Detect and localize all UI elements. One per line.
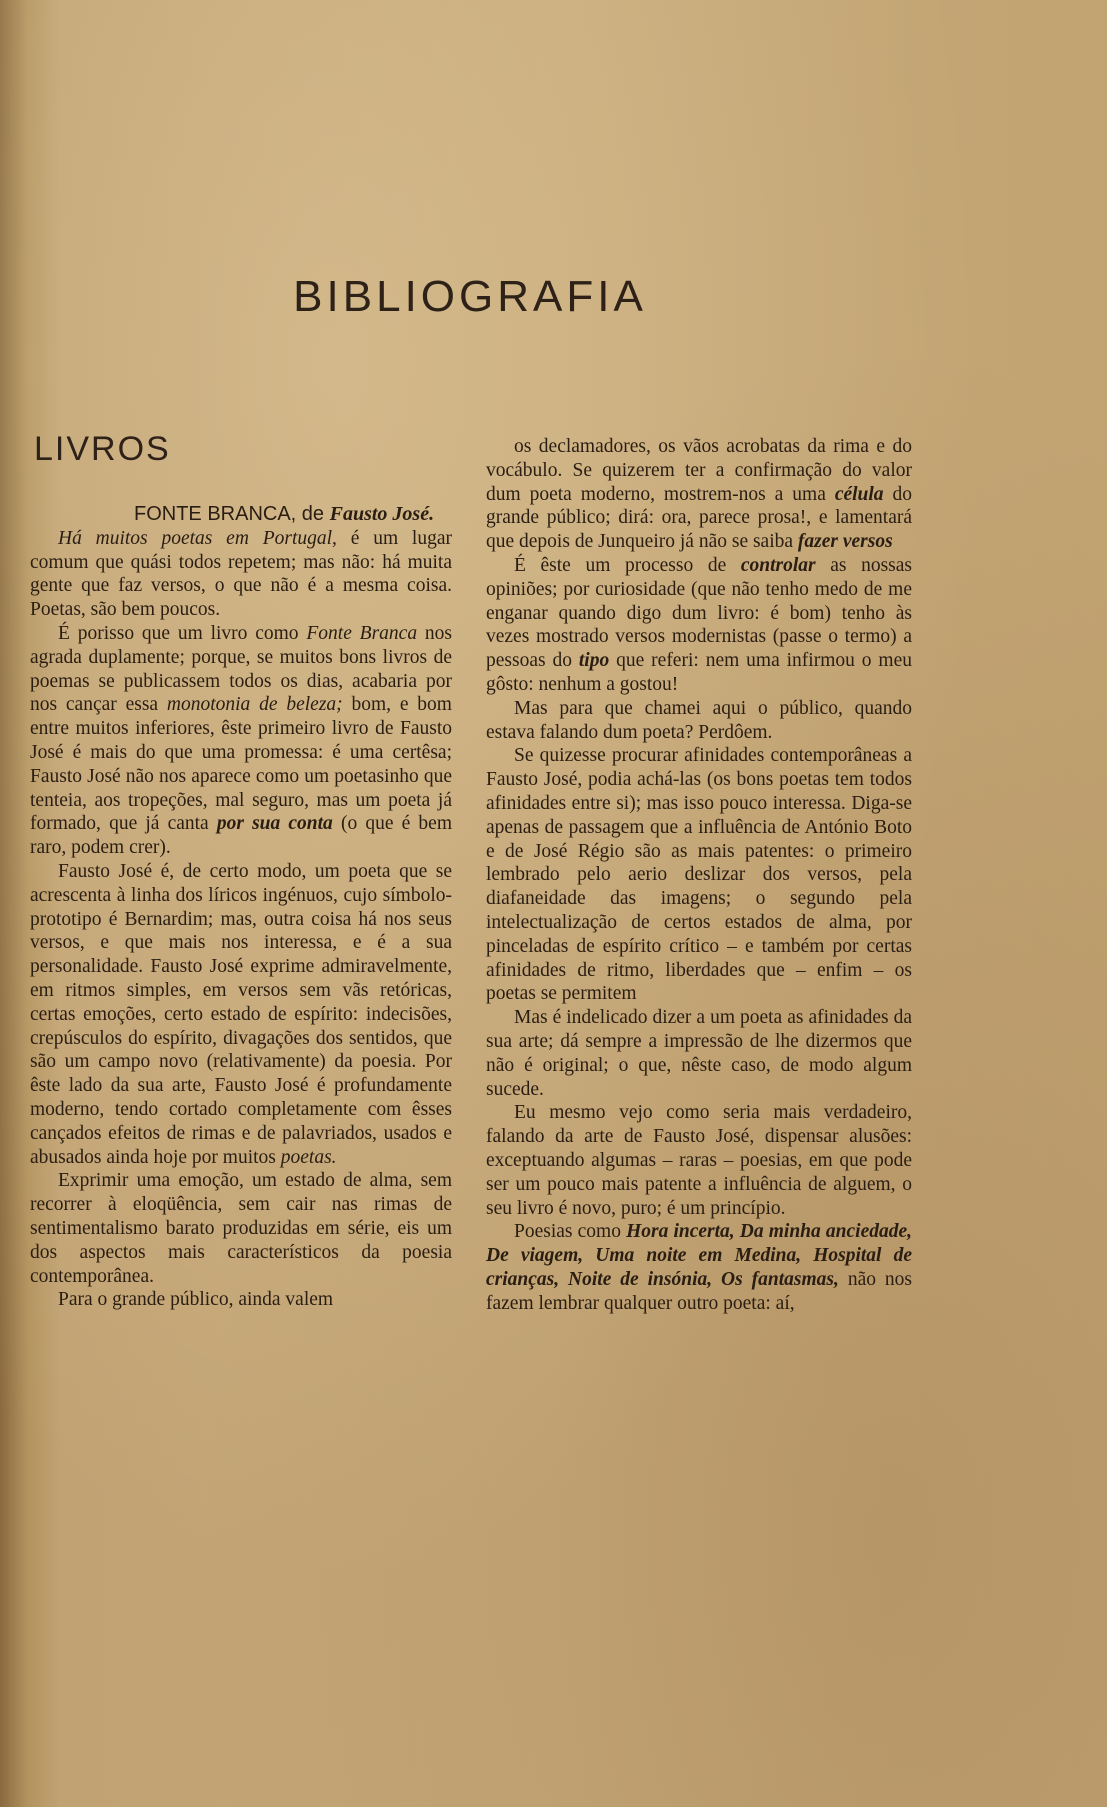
- left-column: [30, 503, 452, 1312]
- book-heading: [30, 503, 452, 527]
- page-title: BIBLIOGRAFIA: [293, 272, 647, 321]
- paragraph: [486, 435, 912, 554]
- body-text: É porisso que um livro como: [58, 622, 307, 644]
- left-body: [30, 527, 452, 1312]
- emphasis-text: por sua conta: [216, 813, 333, 835]
- paragraph: [30, 860, 452, 1169]
- paragraph: [486, 1101, 912, 1220]
- paragraph: [30, 527, 452, 622]
- body-text: as nossas opiniões; por curiosidade (que não tenho medo de me enganar quando digo dum livro: é bom) tenho às vezes mostrado versos modernistas (passe o termo) a pessoas do: [486, 554, 912, 672]
- body-text: (o que é bem raro, podem crer).: [30, 813, 452, 859]
- body-text: Fausto José é, de certo modo, um poeta que se acrescenta à linha dos líricos ingénuos, cujo símbolo-prototipo é Bernardim; mas, outra coisa há nos seus versos, e que mais nos interessa, e é a sua personalidade. Fausto José exprime admiravelmente, em ritmos simples, em versos sem vãs retóricas, certas emoções, certo estado de espírito: indecisões, crepúsculos do espírito, divagações dos sentidos, que são um campo novo (relativamente) da poesia. Por êste lado da sua arte, Fausto José é profundamente moderno, tendo cortado completamente com êsses cançados efeitos de rimas e de palavriados, usados e abusados ainda hoje por muitos: [30, 860, 452, 1168]
- paragraph: [486, 554, 912, 697]
- body-text: Para o grande público, ainda valem: [58, 1289, 334, 1311]
- body-text: Eu mesmo vejo como seria mais verdadeiro, falando da arte de Fausto José, dispensar alusões: exceptuando algumas – raras – poesias, em que pode ser um pouco mais patente a influência de alguem, o seu livro é novo, puro; é um princípio.: [486, 1102, 912, 1219]
- paragraph: [486, 744, 912, 1006]
- right-column: [486, 435, 912, 1315]
- emphasis-text: fazer versos: [797, 531, 893, 553]
- body-text: bom, e bom entre muitos inferiores, êste primeiro livro de Fausto José é mais do que uma promessa: é uma certêsa; Fausto José não nos aparece como um poetasinho que tenteia, aos tropeções, mal seguro, mas um poeta já formado, que já canta: [30, 694, 452, 835]
- body-text: que referi: nem uma infirmou o meu gôsto: nenhum a gostou!: [486, 650, 912, 695]
- emphasis-text: Fonte Branca: [306, 622, 418, 644]
- body-text: não nos fazem lembrar qualquer outro poeta: aí,: [486, 1268, 912, 1314]
- paragraph: [30, 1169, 452, 1288]
- paragraph: [486, 697, 912, 745]
- book-title: FONTE BRANCA, de: [134, 503, 325, 525]
- paragraph: [486, 1006, 912, 1101]
- body-text: é um lugar comum que quási todos repetem; mas não: há muita gente que faz versos, o que não é a mesma coisa. Poetas, são bem poucos.: [30, 527, 453, 621]
- emphasis-text: Hora incerta, Da minha anciedade, De viagem, Uma noite em Medina, Hospital de crianças, Noite de insónia, Os fantasmas,: [486, 1221, 912, 1290]
- body-text: Mas para que chamei aqui o público, quando estava falando dum poeta? Perdôem.: [486, 697, 912, 743]
- body-text: os declamadores, os vãos acrobatas da rima e do vocábulo. Se quizerem ter a confirmação do valor dum poeta moderno, mostrem-nos a uma: [486, 436, 912, 505]
- emphasis-text: monotonia de beleza;: [166, 694, 343, 716]
- body-text: Exprimir uma emoção, um estado de alma, sem recorrer à eloqüência, sem cair nas rimas de sentimentalismo barato produzidas em série, eis um dos aspectos mais característicos da poesia contemporânea.: [30, 1170, 452, 1287]
- emphasis-text: célula: [834, 483, 884, 505]
- body-text: É êste um processo de: [514, 554, 741, 576]
- body-text: Poesias como: [514, 1221, 627, 1243]
- paragraph: [30, 1288, 452, 1312]
- emphasis-text: tipo: [578, 650, 610, 672]
- paragraph: [486, 1220, 912, 1315]
- section-title: LIVROS: [34, 430, 171, 468]
- body-text: nos agrada duplamente; porque, se muitos bons livros de poemas se publicassem todos os dias, acabaria por nos cançar essa: [30, 622, 452, 716]
- emphasis-text: Há muitos poetas em Portugal,: [58, 527, 337, 549]
- body-text: Se quizesse procurar afinidades contemporâneas a Fausto José, podia achá-las (os bons poetas tem todos afinidades entre si); mas isso pouco interessa. Diga-se apenas de passagem que a influência de António Boto e de José Régio são as mais patentes: o primeiro lembrado pelo aerio deslizar dos versos, pela diafaneidade das imagens; o segundo pela intelectualização de certos estados de alma, por pinceladas de espírito crítico – e também por certas afinidades de ritmo, liberdades que – enfim – os poetas se permitem: [486, 745, 912, 1005]
- emphasis-text: controlar: [740, 554, 816, 576]
- body-text: Mas é indelicado dizer a um poeta as afinidades da sua arte; dá sempre a impressão de lhe dizermos que não é original; o que, nêste caso, de modo algum sucede.: [486, 1007, 912, 1100]
- emphasis-text: poetas.: [280, 1146, 337, 1168]
- body-text: do grande público; dirá: ora, parece prosa!, e lamentará que depois de Junqueiro já não se saiba: [486, 483, 913, 553]
- right-body: [486, 435, 912, 1315]
- paragraph: [30, 622, 452, 860]
- book-author: Fausto José.: [329, 503, 435, 525]
